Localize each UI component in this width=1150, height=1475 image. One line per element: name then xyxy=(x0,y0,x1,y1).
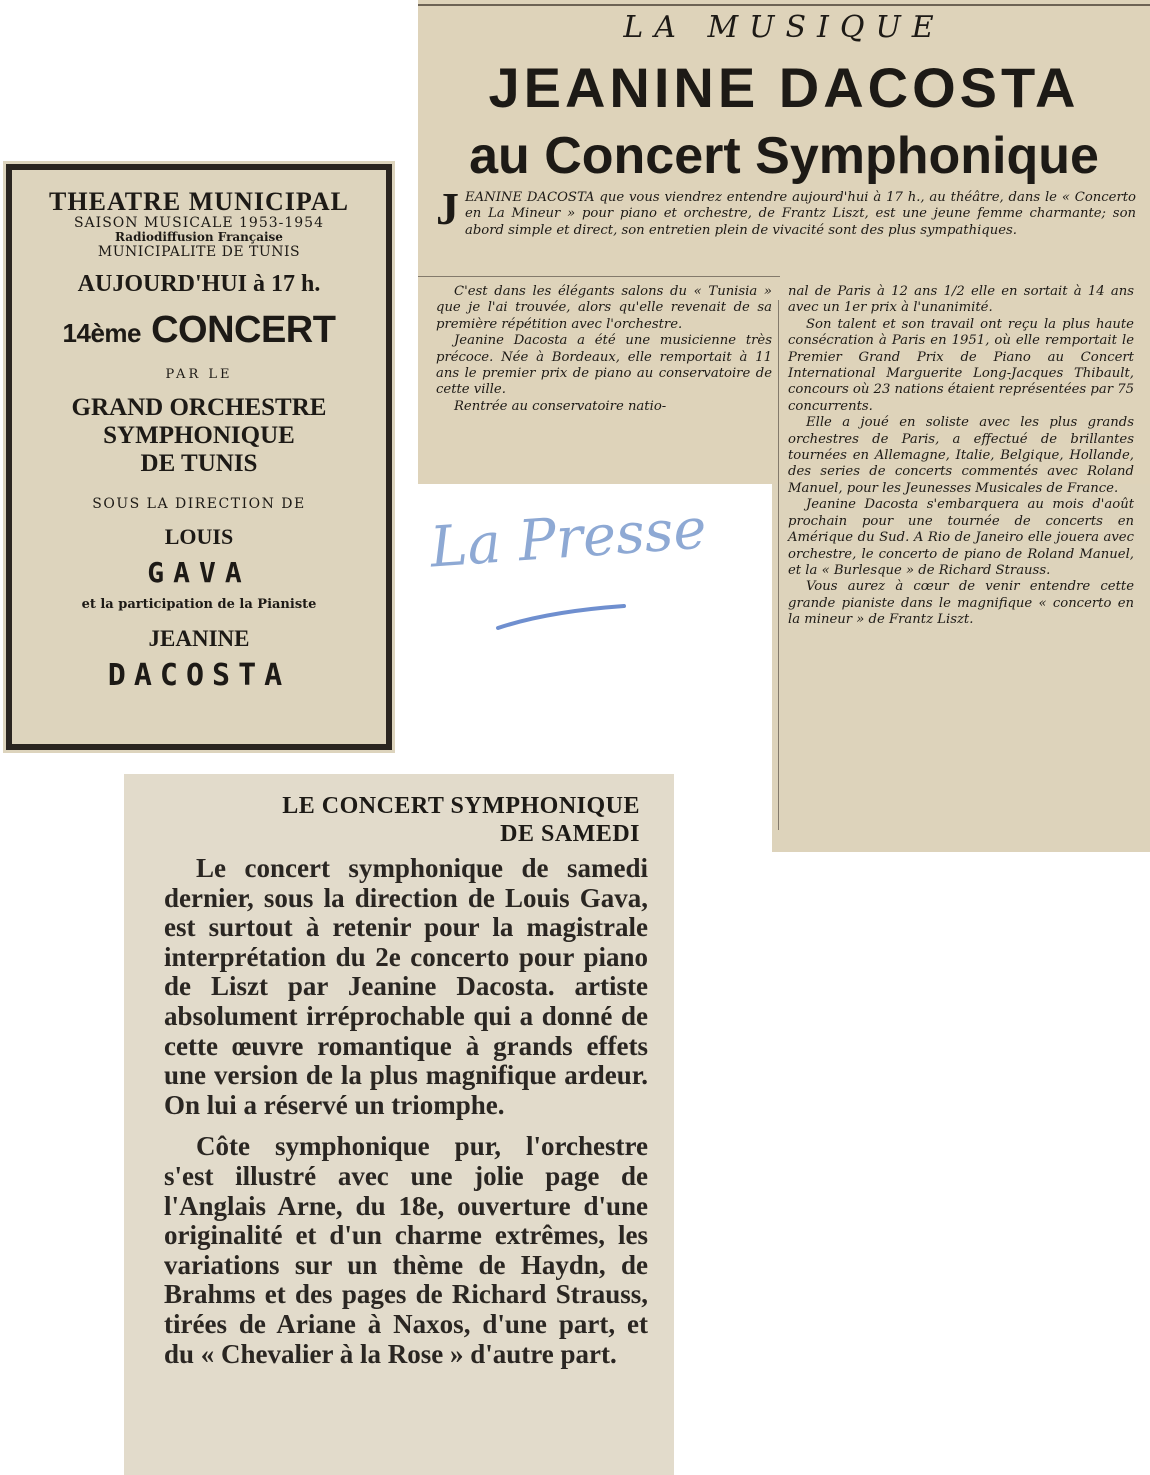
review-title-line: DE SAMEDI xyxy=(500,821,640,847)
column-divider-horizontal xyxy=(418,276,780,277)
poster-conductor-first: LOUIS xyxy=(164,524,234,549)
review-title xyxy=(164,792,640,848)
article-paragraph: nal de Paris à 12 ans 1/2 elle en sortait à 14 ans avec un 1er prix à l'unanimité. xyxy=(788,284,1134,316)
article-column-left xyxy=(436,284,772,415)
article-paragraph: C'est dans les élégants salons du « Tunisia » que je l'ai trouvée, alors qu'elle revenait de sa première répétition avec l'orchestre. xyxy=(436,284,772,332)
review-title-line: LE CONCERT SYMPHONIQUE xyxy=(282,793,640,819)
poster-par: PAR LE xyxy=(165,367,233,382)
article-paragraph: Son talent et son travail ont reçu la plus haute consécration à Paris en 1951, où elle remportait le Premier Grand Prix de Piano au Concert International Marguerite Long-Jacques Thibault, concours où 23 nations étaient représentées par 75 concurrents. xyxy=(788,316,1134,414)
poster-orchestre-line: DE TUNIS xyxy=(140,450,258,477)
review-clipping xyxy=(124,774,674,1475)
article-subheadline: au Concert Symphonique xyxy=(469,127,1099,185)
article-top-rule xyxy=(418,4,1150,6)
poster-orchestre-line: SYMPHONIQUE xyxy=(103,422,295,449)
article-paragraph: Elle a joué en soliste avec les plus grands orchestres de Paris, a effectué de brillantes tournées en Allemagne, Italie, Belgique, Hollande, des series de concerts commentés avec Roland Manuel, pour les Jeunesses Musicales de France. xyxy=(788,415,1134,496)
poster-saison: SAISON MUSICALE 1953-1954 xyxy=(73,215,325,231)
poster-pianist-last: DACOSTA xyxy=(107,658,291,693)
concert-poster-clipping xyxy=(6,164,392,750)
article-column-right xyxy=(788,284,1134,629)
article-paragraph: Jeanine Dacosta s'embarquera au mois d'août prochain pour une tournée de concerts en Amérique du Sud. A Rio de Janeiro elle jouera avec orchestre, le concerto de piano de Roland Manuel, et la « Burlesque » de Richard Strauss. xyxy=(788,497,1134,578)
poster-municipalite: MUNICIPALITE DE TUNIS xyxy=(97,244,301,260)
poster-concert-number: 14ème xyxy=(62,318,141,348)
poster-orchestre-line: GRAND ORCHESTRE xyxy=(71,394,327,421)
review-body xyxy=(164,854,648,1369)
poster-concert-word: CONCERT xyxy=(151,309,336,351)
poster-participation: et la participation de la Pianiste xyxy=(81,597,317,612)
article-paragraph: Vous aurez à cœur de venir entendre cette grande pianiste dans le magnifique « concerto en la mineur » de Frantz Liszt. xyxy=(788,579,1134,628)
article-lead xyxy=(436,183,1136,239)
poster-pianist-first: JEANINE xyxy=(148,626,250,651)
article-headline: JEANINE DACOSTA xyxy=(488,56,1080,119)
column-divider-vertical xyxy=(778,300,779,830)
article-clipping xyxy=(418,0,1150,852)
handwritten-note xyxy=(418,496,718,656)
article-lead-text: EANINE DACOSTA que vous viendrez entendre aujourd'hui à 17 h., au théâtre, dans le « Concerto en La Mineur » pour piano et orchestre, de Frantz Liszt, est une jeune femme charmante; son abord simple et direct, son entretien plein de vivacité sont des plus sympathiques. xyxy=(465,190,1136,238)
poster-theatre: THEATRE MUNICIPAL xyxy=(49,187,349,216)
article-dropcap: J xyxy=(436,183,459,234)
review-paragraph: Le concert symphonique de samedi dernier, sous la direction de Louis Gava, est surtout à retenir pour la magistrale interprétation du 2e concerto pour piano de Liszt par Jeanine Dacosta. artiste absolument irréprochable qui a donné de cette œuvre romantique à grands effets une version de la plus magnifique ardeur. On lui a réservé un triomphe. xyxy=(164,853,648,1120)
poster-frame xyxy=(10,168,388,746)
article-rubrique: LA MUSIQUE xyxy=(623,10,945,45)
poster-aujourdhui: AUJOURD'HUI à 17 h. xyxy=(77,271,321,297)
article-paragraph: Jeanine Dacosta a été une musicienne très précoce. Née à Bordeaux, elle remportait à 11 ans le premier prix de piano au conservatoire de cette ville. xyxy=(436,333,772,398)
poster-direction: SOUS LA DIRECTION DE xyxy=(92,496,306,512)
review-paragraph: Côte symphonique pur, l'orchestre s'est illustré avec une jolie page de l'Anglais Arne, du 18e, ouverture d'une originalité et d'un charme extrêmes, les variations sur un thème de Haydn, de Brahms et des pages de Richard Strauss, tirées de Ariane à Naxos, d'une part, et du « Chevalier à la Rose » d'autre part. xyxy=(164,1131,648,1369)
poster-conductor-last: GAVA xyxy=(147,556,251,589)
article-paragraph: Rentrée au conservatoire natio- xyxy=(454,398,667,414)
handwritten-note-text: La Presse xyxy=(428,496,709,581)
pen-stroke-icon xyxy=(418,496,718,656)
poster-radio: Radiodiffusion Française xyxy=(115,230,283,244)
